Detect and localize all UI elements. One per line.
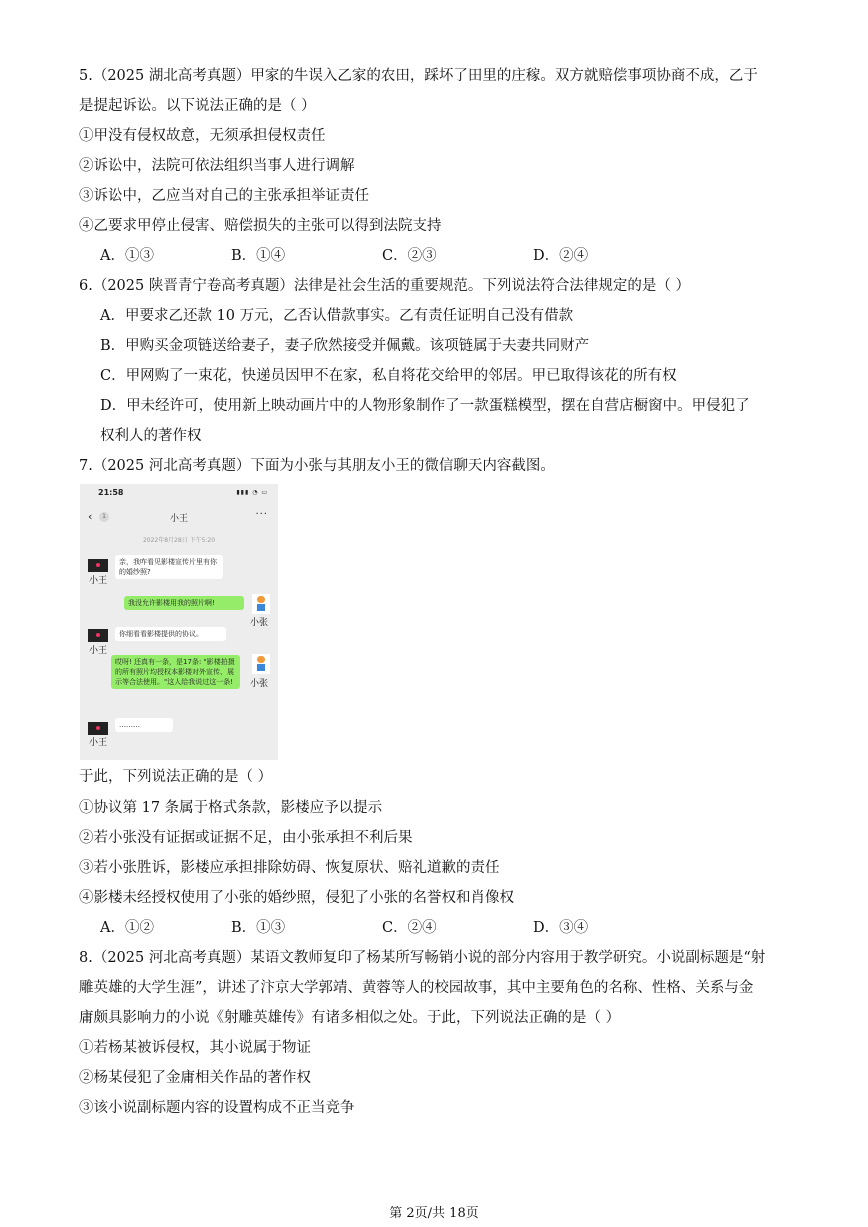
q5-item-4: ④乙要求甲停止侵害、赔偿损失的主张可以得到法院支持 <box>79 218 442 234</box>
q6-option-d-line1: D．甲未经许可，使用新上映动画片中的人物形象制作了一款蛋糕模型，摆在自营店橱窗中。甲侵犯了 <box>100 398 750 414</box>
wechat-screenshot <box>80 484 278 760</box>
q7-option-b: B．①③ <box>231 920 286 936</box>
q6-option-b: B．甲购买金项链送给妻子，妻子欣然接受并佩戴。该项链属于夫妻共同财产 <box>100 338 590 354</box>
q8-stem-line2: 雕英雄的大学生涯”，讲述了汴京大学郭靖、黄蓉等人的校园故事，其中主要角色的名称、性格、关系与金 <box>79 980 754 996</box>
message-5: ……… <box>115 718 173 732</box>
status-clock: 21:58 <box>98 488 124 497</box>
message-1: 亲，我咋看见影楼宣传片里有你的婚纱照? <box>115 555 223 579</box>
unread-badge: 1 <box>99 512 109 522</box>
q5-stem-line1: 5.（2025 湖北高考真题）甲家的牛误入乙家的农田，踩坏了田里的庄稼。双方就赔偿事项协商不成，乙于 <box>79 68 758 84</box>
q5-option-d: D．②④ <box>533 248 589 264</box>
q5-option-a: A．①③ <box>100 248 154 264</box>
page-footer: 第 2页/共 18页 <box>389 1206 479 1221</box>
q7-after-text: 于此，下列说法正确的是（ ） <box>79 769 273 785</box>
q8-stem-line1: 8.（2025 河北高考真题）某语文教师复印了杨某所写畅销小说的部分内容用于教学研究。小说副标题是“射 <box>79 950 766 966</box>
sender-name-zhang: 小张 <box>250 618 269 628</box>
q5-item-3: ③诉讼中，乙应当对自己的主张承担举证责任 <box>79 188 369 204</box>
q7-option-a: A．①② <box>100 920 154 936</box>
back-arrow-icon: ‹ <box>88 510 93 523</box>
q5-stem-line2: 是提起诉讼。以下说法正确的是（ ） <box>79 98 316 114</box>
sender-name-wang: 小王 <box>89 576 108 586</box>
sender-name-wang-2: 小王 <box>89 646 108 656</box>
q5-option-c: C．②③ <box>382 248 437 264</box>
sender-name-wang-3: 小王 <box>89 738 108 748</box>
sender-name-zhang-2: 小张 <box>250 679 269 689</box>
signal-battery-icon: ▮▮▮ ◔ ▭ <box>236 489 268 496</box>
message-4: 哎呀! 还真有一条，是17条: "影楼拍摄的所有照片均授权本影楼对外宣传、展示等合法使用。"这人给我说过这一条! <box>111 655 240 689</box>
q8-item-1: ①若杨某被诉侵权，其小说属于物证 <box>79 1040 311 1056</box>
q6-option-d-line2: 权利人的著作权 <box>100 428 202 444</box>
q8-stem-line3: 庸颇具影响力的小说《射雕英雄传》有诸多相似之处。于此，下列说法正确的是（ ） <box>79 1010 621 1026</box>
q8-item-2: ②杨某侵犯了金庸相关作品的著作权 <box>79 1070 311 1086</box>
chat-timestamp: 2022年8月28日 下午5:20 <box>142 537 216 544</box>
q6-stem: 6.（2025 陕晋青宁卷高考真题）法律是社会生活的重要规范。下列说法符合法律规定的是（ ） <box>79 278 690 294</box>
q7-item-1: ①协议第 17 条属于格式条款，影楼应予以提示 <box>79 800 383 816</box>
q7-item-3: ③若小张胜诉，影楼应承担排除妨碍、恢复原状、赔礼道歉的责任 <box>79 860 500 876</box>
q7-option-d: D．③④ <box>533 920 589 936</box>
q7-option-c: C．②④ <box>382 920 437 936</box>
avatar-zhang-2 <box>252 654 270 674</box>
q8-item-3: ③该小说副标题内容的设置构成不正当竞争 <box>79 1100 355 1116</box>
more-icon: ··· <box>255 509 268 520</box>
q7-stem: 7.（2025 河北高考真题）下面为小张与其朋友小王的微信聊天内容截图。 <box>79 458 555 474</box>
avatar-wang-2 <box>88 629 108 642</box>
q5-item-1: ①甲没有侵权故意，无须承担侵权责任 <box>79 128 326 144</box>
q6-option-a: A．甲要求乙还款 10 万元，乙否认借款事实。乙有责任证明自己没有借款 <box>100 308 574 324</box>
q7-item-4: ④影楼未经授权使用了小张的婚纱照，侵犯了小张的名誉权和肖像权 <box>79 890 514 906</box>
avatar-wang-3 <box>88 722 108 735</box>
q5-item-2: ②诉讼中，法院可依法组织当事人进行调解 <box>79 158 355 174</box>
q6-option-c: C．甲网购了一束花，快递员因甲不在家，私自将花交给甲的邻居。甲已取得该花的所有权 <box>100 368 677 384</box>
message-2: 我没允许影楼用我的照片啊! <box>124 596 244 610</box>
message-3: 你细看看影楼提供的协议。 <box>115 627 226 641</box>
q5-option-b: B．①④ <box>231 248 286 264</box>
avatar-zhang <box>252 594 270 614</box>
avatar-wang <box>88 559 108 572</box>
q7-item-2: ②若小张没有证据或证据不足，由小张承担不利后果 <box>79 830 413 846</box>
chat-title: 小王 <box>169 514 188 524</box>
